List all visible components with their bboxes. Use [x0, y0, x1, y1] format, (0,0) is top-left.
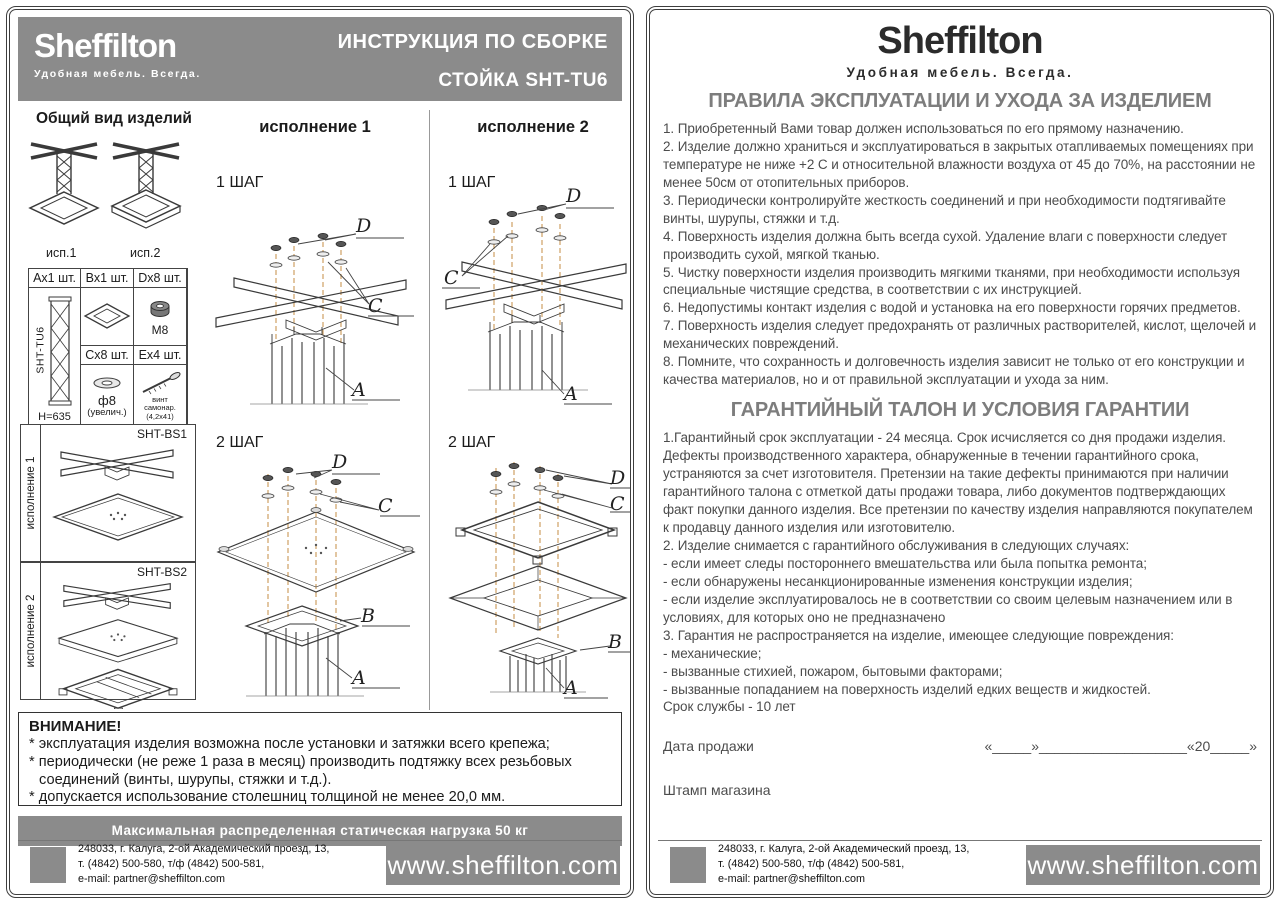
part-a-drawing [44, 292, 78, 410]
base2-cross-drawing [58, 577, 178, 615]
sale-date-blank: «_____»___________________«20_____» [984, 738, 1257, 755]
step-label-c: C [378, 495, 393, 517]
warning-item: * допускается использование столешниц толщиной не менее 20,0 мм. [29, 789, 506, 806]
warranty-line: 2. Изделие снимается с гарантийного обслуживания в следующих случаях: [663, 537, 1130, 553]
base-variant-1-main [41, 425, 195, 561]
warning-heading: ВНИМАНИЕ! [29, 718, 122, 735]
part-a-model: SHT-TU6 [34, 326, 47, 374]
warning-box [18, 712, 622, 806]
step2-diagram-exec1 [206, 454, 426, 706]
doc-title-line2: СТОЙКА SHT-TU6 [438, 70, 608, 91]
part-e-name-line1: винт [152, 394, 168, 404]
footer-address-line1: 248033, г. Калуга, 2-ой Академический проезд, 13, [78, 842, 330, 855]
part-c-qty: Cx8 шт. [81, 346, 134, 365]
rule-item: 3. Периодически контролируйте жесткость соединений и при необходимости подтягивайте винты, шурупы, стяжки и т.д. [663, 192, 1226, 226]
rule-item: 7. Поверхность изделия следует предохранять от различных растворителей, кислот, щелочей и механических повреждений. [663, 318, 1257, 352]
part-d-drawing [143, 297, 177, 321]
rules-heading: ПРАВИЛА ЭКСПЛУАТАЦИИ И УХОДА ЗА ИЗДЕЛИЕМ [708, 89, 1212, 112]
column-a [270, 327, 346, 404]
part-e-spec: (4,2х41) [146, 411, 174, 421]
base1-plate-drawing [50, 490, 186, 546]
shop-stamp-label: Штамп магазина [663, 782, 771, 799]
step-label-c: C [610, 493, 625, 515]
base-variant-2-strip [21, 563, 41, 699]
brand-logo: Sheffilton [34, 27, 177, 64]
service-life: Срок службы - 10 лет [663, 699, 796, 715]
washers-c [270, 252, 347, 267]
sale-date-row [663, 738, 1257, 754]
rule-item: 4. Поверхность изделия должна быть всегда сухой. Удаление влаги с поверхности следует производить сухой, мягкой тканью. [663, 228, 1228, 262]
step-label-d: D [610, 467, 626, 489]
warranty-line: - механические; [663, 645, 762, 661]
step-label-d: D [332, 454, 348, 473]
warning-item: * эксплуатация изделия возможна после установки и затяжки всего крепежа; [29, 736, 550, 752]
part-e-drawing [137, 370, 183, 396]
base-variant-1-model: SHT-BS1 [136, 427, 187, 441]
base-variant-2-main [41, 563, 195, 699]
base2-frame-drawing [55, 665, 181, 709]
part-a-cell [29, 288, 81, 427]
overview-caption: исп.1 [46, 246, 77, 260]
part-e-qty: Ex4 шт. [134, 346, 187, 365]
step-label-c: C [368, 295, 383, 317]
assembly-instruction-page [6, 6, 634, 898]
warranty-page-content [663, 22, 1257, 798]
base1-cross-drawing [55, 441, 181, 487]
warning-item: * периодически (не реже 1 раза в месяц) производить подтяжку всех резьбовых соединений (винты, шурупы, стяжки и т.д.). [29, 753, 572, 788]
rule-item: 2. Изделие должно храниться и эксплуатироваться в закрытых отапливаемых помещениях при температуре не ниже +2 С и относительной влажности воздуха от 45 до 70%, на расстоянии не менее 50см от отопительных приборов. [663, 138, 1256, 190]
base-variant-2-label: исполнение 2 [25, 594, 37, 668]
base-variant-1-label: исполнение 1 [25, 456, 37, 530]
step-label-b: B [361, 605, 375, 627]
base-variant-1-box [20, 424, 196, 562]
column-divider [429, 110, 430, 710]
parts-table [28, 268, 188, 428]
step1-label-exec1: 1 ШАГ [216, 174, 264, 191]
footer-website: www.sheffilton.com [1026, 845, 1260, 885]
warranty-line: - если обнаружены несанкционированные изменения конструкции изделия; [663, 573, 1133, 589]
base-variant-2-model: SHT-BS2 [136, 565, 187, 579]
warranty-heading: ГАРАНТИЙНЫЙ ТАЛОН И УСЛОВИЯ ГАРАНТИИ [730, 399, 1190, 422]
step1-diagram-exec1 [206, 192, 426, 424]
brand-logo-block [663, 22, 1257, 80]
part-d-cell [134, 288, 187, 346]
part-b-drawing [81, 300, 133, 334]
footer-address-line3: e-mail: partner@sheffilton.com [718, 873, 865, 886]
part-e-name-line2: самонар. [144, 403, 176, 413]
step-label-d: D [356, 215, 372, 237]
warranty-line: - вызванные попаданием на поверхность изделий едких веществ и жидкостей. [663, 681, 1151, 697]
steps-column1-heading: исполнение 1 [259, 118, 371, 136]
step-label-b: B [608, 631, 622, 653]
part-a-qty: Ax1 шт. [29, 269, 81, 288]
warranty-line: 1.Гарантийный срок эксплуатации - 24 месяца. Срок исчисляется со дня продажи изделия. Дефекты производственного характера, обнаруженные в течении гарантийного срока, устраняются за счет изготовителя. Претензии на такие дефекты принимаются при наличии гарантийного талона с отметкой даты продажи товара, либо документов подтверждающих факт покупки данного изделия. Все претензии по качеству изделия направляются покупателем к продавцу данного изделия или изготовителю. [663, 430, 1253, 535]
left-footer [18, 840, 622, 888]
footer-website: www.sheffilton.com [386, 845, 620, 885]
step-label-c: C [444, 267, 459, 289]
step1-label-exec2: 1 ШАГ [448, 174, 496, 191]
step2-label-exec2: 2 ШАГ [448, 434, 496, 451]
step2-diagram-exec2 [438, 454, 631, 706]
step1-diagram-exec2 [438, 180, 631, 424]
step-label-a: A [564, 677, 578, 699]
step-label-a: A [352, 379, 366, 401]
right-footer [658, 840, 1262, 888]
brand-tagline: Удобная мебель. Всегда. [34, 68, 201, 80]
footer-address-line2: т. (4842) 500-580, т/ф (4842) 500-581, [718, 857, 905, 870]
overview-drawing-version1 [24, 132, 104, 240]
part-e-cell [134, 365, 187, 427]
footer-address-line3: e-mail: partner@sheffilton.com [78, 873, 225, 886]
sale-date-label: Дата продажи [663, 738, 754, 755]
assembly-instruction-page-inner [9, 9, 631, 895]
base-variant-2-box [20, 562, 196, 700]
warranty-line: - если изделие эксплуатировалось не в соответствии со своим целевым назначением или в условиях, для которых оно не предназначено [663, 591, 1233, 625]
footer-address-line2: т. (4842) 500-580, т/ф (4842) 500-581, [78, 857, 265, 870]
rule-item: 8. Помните, что сохранность и долговечность изделия зависит не только от его конструкции и качества материалов, но и от правильной эксплуатации и ухода за ним. [663, 354, 1245, 388]
brand-logo-block [34, 29, 201, 101]
steps-column2-heading: исполнение 2 [477, 118, 589, 136]
part-c-note: (увелич.) [87, 407, 127, 419]
doc-title-block [338, 31, 608, 101]
part-c-drawing [87, 373, 127, 393]
part-c-size: ф8 [98, 392, 116, 408]
warranty-line: - если имеет следы постороннего вмешательства или была попытка ремонта; [663, 555, 1147, 571]
rule-item: 1. Приобретенный Вами товар должен использоваться по его прямому назначению. [663, 120, 1184, 136]
footer-address-line1: 248033, г. Калуга, 2-ой Академический проезд, 13, [718, 842, 970, 855]
warranty-line: - вызванные стихией, пожаром, бытовыми факторами; [663, 663, 1003, 679]
step2-label-exec1: 2 ШАГ [216, 434, 264, 451]
max-load-bar: Максимальная распределенная статическая нагрузка 50 кг [18, 816, 622, 846]
footer-address [78, 842, 329, 887]
overview-heading: Общий вид изделий [36, 110, 192, 127]
warranty-page [646, 6, 1274, 898]
brand-tagline: Удобная мебель. Всегда. [846, 64, 1074, 80]
footer-address [718, 842, 969, 887]
part-c-cell [81, 365, 134, 427]
overview-caption: исп.2 [130, 246, 161, 260]
step-label-a: A [564, 383, 578, 405]
step-label-d: D [566, 185, 582, 207]
rule-item: 6. Недопустимы контакт изделия с водой и установка на его поверхности горячих предметов. [663, 300, 1241, 316]
warranty-page-inner [649, 9, 1271, 895]
step-label-a: A [352, 667, 366, 689]
footer-logo-mark [670, 847, 706, 883]
part-d-size: M8 [151, 322, 169, 337]
base-variant-1-strip [21, 425, 41, 561]
part-a-height: H=635 [38, 411, 71, 423]
left-header-bar [18, 17, 622, 101]
doc-title-line1: ИНСТРУКЦИЯ ПО СБОРКЕ [337, 31, 608, 53]
part-b-qty: Bx1 шт. [81, 269, 134, 288]
rule-item: 5. Чистку поверхности изделия производить мягкими тканями, при необходимости используя специальные чистящие средства, в соответствии с их инструкцией. [663, 264, 1240, 298]
footer-logo-mark [30, 847, 66, 883]
warranty-line: 3. Гарантия не распространяется на изделие, имеющее следующие повреждения: [663, 627, 1174, 643]
part-d-qty: Dx8 шт. [134, 269, 187, 288]
part-b-cell [81, 288, 134, 346]
overview-drawing-version2 [106, 132, 186, 240]
brand-logo: Sheffilton [877, 20, 1043, 62]
base2-plate-drawing [53, 617, 183, 663]
